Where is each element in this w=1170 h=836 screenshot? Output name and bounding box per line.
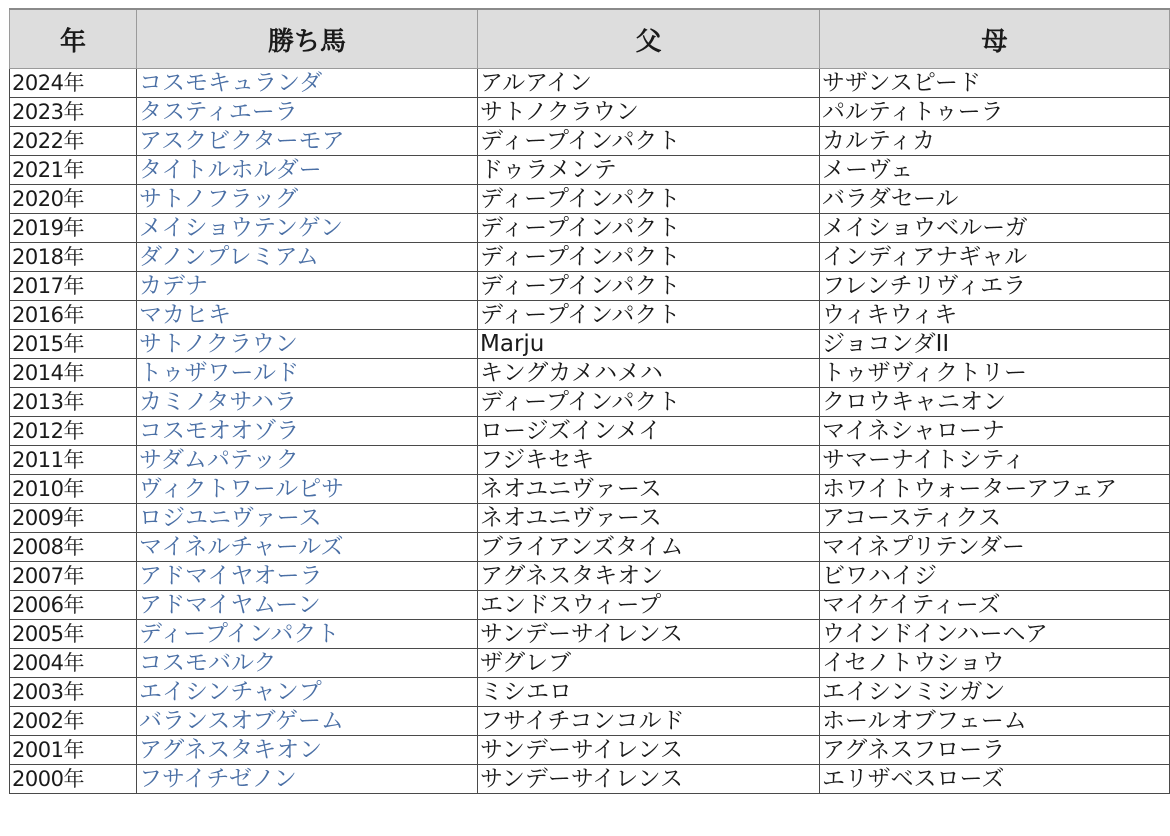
sire-cell: サンデーサイレンス [478, 765, 820, 794]
sire-cell: フジキセキ [478, 446, 820, 475]
year-cell: 2024年 [10, 69, 137, 98]
sire-cell: ディープインパクト [478, 185, 820, 214]
sire-cell: サンデーサイレンス [478, 736, 820, 765]
sire-cell: ネオユニヴァース [478, 504, 820, 533]
year-cell: 2022年 [10, 127, 137, 156]
header-year: 年 [10, 9, 137, 69]
table-row [10, 243, 1170, 272]
year-cell: 2012年 [10, 417, 137, 446]
winner-link[interactable]: サトノフラッグ [139, 186, 299, 212]
sire-cell: Marju [478, 330, 820, 359]
winner-cell [137, 127, 478, 156]
winner-cell [137, 504, 478, 533]
table-row [10, 678, 1170, 707]
winner-cell [137, 765, 478, 794]
winner-link[interactable]: アスクビクターモア [139, 128, 345, 154]
year-cell: 2014年 [10, 359, 137, 388]
table-row [10, 330, 1170, 359]
table-row [10, 69, 1170, 98]
winner-cell [137, 214, 478, 243]
dam-cell: アグネスフローラ [820, 736, 1170, 765]
table-row [10, 301, 1170, 330]
winner-cell [137, 330, 478, 359]
table-row [10, 185, 1170, 214]
winner-link[interactable]: サダムパテック [139, 447, 299, 473]
table-row [10, 446, 1170, 475]
sire-cell: サンデーサイレンス [478, 620, 820, 649]
dam-cell: イセノトウショウ [820, 649, 1170, 678]
sire-cell: ディープインパクト [478, 214, 820, 243]
dam-cell: トゥザヴィクトリー [820, 359, 1170, 388]
sire-cell: ディープインパクト [478, 243, 820, 272]
winner-cell [137, 388, 478, 417]
year-cell: 2016年 [10, 301, 137, 330]
table-row [10, 127, 1170, 156]
dam-cell: メーヴェ [820, 156, 1170, 185]
dam-cell: ビワハイジ [820, 562, 1170, 591]
header-winner: 勝ち馬 [137, 9, 478, 69]
table-row [10, 649, 1170, 678]
winner-cell [137, 475, 478, 504]
table-row [10, 417, 1170, 446]
year-cell: 2013年 [10, 388, 137, 417]
sire-cell: ディープインパクト [478, 127, 820, 156]
year-cell: 2001年 [10, 736, 137, 765]
winner-cell [137, 272, 478, 301]
header-sire: 父 [478, 9, 820, 69]
header-row [10, 9, 1170, 69]
table-row [10, 620, 1170, 649]
sire-cell: ディープインパクト [478, 272, 820, 301]
winner-cell [137, 243, 478, 272]
winner-link[interactable]: バランスオブゲーム [139, 708, 344, 734]
header-dam: 母 [820, 9, 1170, 69]
year-cell: 2003年 [10, 678, 137, 707]
winner-link[interactable]: カミノタサハラ [139, 389, 298, 415]
table-row [10, 562, 1170, 591]
year-cell: 2010年 [10, 475, 137, 504]
dam-cell: アコースティクス [820, 504, 1170, 533]
winner-link[interactable]: トゥザワールド [139, 360, 299, 386]
table-row [10, 533, 1170, 562]
dam-cell: クロウキャニオン [820, 388, 1170, 417]
year-cell: 2011年 [10, 446, 137, 475]
dam-cell: サマーナイトシティ [820, 446, 1170, 475]
dam-cell: マイネシャローナ [820, 417, 1170, 446]
winner-link[interactable]: マカヒキ [139, 302, 231, 328]
sire-cell: ネオユニヴァース [478, 475, 820, 504]
dam-cell: ホワイトウォーターアフェア [820, 475, 1170, 504]
table-row [10, 765, 1170, 794]
table-row [10, 156, 1170, 185]
winner-link[interactable]: フサイチゼノン [139, 766, 297, 792]
year-cell: 2000年 [10, 765, 137, 794]
year-cell: 2004年 [10, 649, 137, 678]
winner-link[interactable]: コスモキュランダ [139, 70, 323, 96]
winner-cell [137, 301, 478, 330]
year-cell: 2018年 [10, 243, 137, 272]
dam-cell: パルティトゥーラ [820, 98, 1170, 127]
winner-link[interactable]: コスモバルク [139, 650, 277, 676]
winner-link[interactable]: メイショウテンゲン [139, 215, 344, 241]
winner-link[interactable]: アドマイヤムーン [139, 592, 321, 618]
sire-cell: ドゥラメンテ [478, 156, 820, 185]
winner-cell [137, 185, 478, 214]
year-cell: 2006年 [10, 591, 137, 620]
year-cell: 2005年 [10, 620, 137, 649]
winner-cell [137, 736, 478, 765]
winner-link[interactable]: タイトルホルダー [139, 157, 322, 183]
winner-link[interactable]: タスティエーラ [139, 99, 298, 125]
winner-cell [137, 156, 478, 185]
sire-cell: キングカメハメハ [478, 359, 820, 388]
sire-cell: ディープインパクト [478, 388, 820, 417]
table-header [10, 9, 1170, 69]
year-cell: 2015年 [10, 330, 137, 359]
table-row [10, 707, 1170, 736]
table-row [10, 272, 1170, 301]
winner-cell [137, 678, 478, 707]
year-cell: 2017年 [10, 272, 137, 301]
table-row [10, 359, 1170, 388]
winner-link[interactable]: カデナ [139, 273, 208, 299]
sire-cell: エンドスウィープ [478, 591, 820, 620]
sire-cell: ディープインパクト [478, 301, 820, 330]
sire-cell: フサイチコンコルド [478, 707, 820, 736]
dam-cell: インディアナギャル [820, 243, 1170, 272]
winner-cell [137, 69, 478, 98]
table-row [10, 504, 1170, 533]
winner-cell [137, 446, 478, 475]
winner-cell [137, 620, 478, 649]
table-row [10, 591, 1170, 620]
winner-cell [137, 562, 478, 591]
winners-table [9, 8, 1170, 794]
year-cell: 2009年 [10, 504, 137, 533]
table-row [10, 214, 1170, 243]
dam-cell: エリザベスローズ [820, 765, 1170, 794]
table-row [10, 475, 1170, 504]
dam-cell: ウィキウィキ [820, 301, 1170, 330]
dam-cell: マイケイティーズ [820, 591, 1170, 620]
winner-link[interactable]: サトノクラウン [139, 331, 298, 357]
dam-cell: ウインドインハーヘア [820, 620, 1170, 649]
winner-link[interactable]: ロジユニヴァース [139, 505, 322, 531]
winner-link[interactable]: アドマイヤオーラ [139, 563, 323, 589]
dam-cell: ホールオブフェーム [820, 707, 1170, 736]
winner-cell [137, 98, 478, 127]
sire-cell: ザグレブ [478, 649, 820, 678]
dam-cell: マイネプリテンダー [820, 533, 1170, 562]
winner-link[interactable]: マイネルチャールズ [139, 534, 344, 560]
winner-cell [137, 417, 478, 446]
winner-cell [137, 707, 478, 736]
winner-cell [137, 533, 478, 562]
sire-cell: ブライアンズタイム [478, 533, 820, 562]
year-cell: 2002年 [10, 707, 137, 736]
year-cell: 2020年 [10, 185, 137, 214]
table-row [10, 388, 1170, 417]
year-cell: 2019年 [10, 214, 137, 243]
winner-link[interactable]: エイシンチャンプ [139, 679, 322, 705]
winner-cell [137, 649, 478, 678]
winner-cell [137, 359, 478, 388]
table-row [10, 736, 1170, 765]
table-body [10, 69, 1170, 794]
dam-cell: エイシンミシガン [820, 678, 1170, 707]
winner-link[interactable]: ディープインパクト [139, 621, 340, 647]
dam-cell: サザンスピード [820, 69, 1170, 98]
dam-cell: フレンチリヴィエラ [820, 272, 1170, 301]
dam-cell: ジョコンダII [820, 330, 1170, 359]
winner-link[interactable]: ヴィクトワールピサ [139, 476, 345, 502]
winner-link[interactable]: ダノンプレミアム [139, 244, 319, 270]
year-cell: 2007年 [10, 562, 137, 591]
sire-cell: ロージズインメイ [478, 417, 820, 446]
dam-cell: バラダセール [820, 185, 1170, 214]
sire-cell: アルアイン [478, 69, 820, 98]
dam-cell: カルティカ [820, 127, 1170, 156]
winner-cell [137, 591, 478, 620]
sire-cell: サトノクラウン [478, 98, 820, 127]
table-row [10, 98, 1170, 127]
winner-link[interactable]: コスモオオゾラ [139, 418, 300, 444]
year-cell: 2023年 [10, 98, 137, 127]
winner-link[interactable]: アグネスタキオン [139, 737, 323, 763]
sire-cell: アグネスタキオン [478, 562, 820, 591]
sire-cell: ミシエロ [478, 678, 820, 707]
dam-cell: メイショウベルーガ [820, 214, 1170, 243]
year-cell: 2021年 [10, 156, 137, 185]
year-cell: 2008年 [10, 533, 137, 562]
